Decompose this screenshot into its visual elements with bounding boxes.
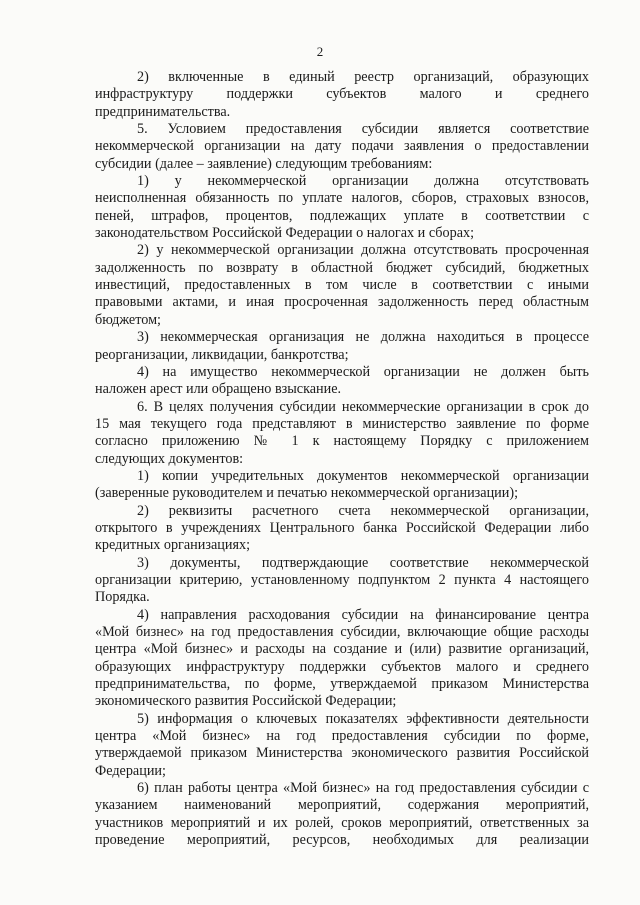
text-line: 1) у некоммерческой организации должна отсутствовать	[137, 173, 589, 190]
text-line: Порядка.	[95, 589, 150, 606]
text-line: 15 мая текущего года представляют в министерство заявление по форме	[95, 415, 589, 432]
text-line: утверждаемой приказом Министерства экономического развития Российской	[95, 745, 589, 762]
text-line: некоммерческой организации на дату подачи заявления о предоставлении	[95, 138, 589, 155]
text-line: 2) реквизиты расчетного счета некоммерческой организации,	[137, 502, 589, 519]
text-line: участников мероприятий и их ролей, сроков мероприятий, ответственных за	[95, 814, 589, 831]
text-line: центра «Мой бизнес» на год предоставления субсидии по форме,	[95, 728, 589, 745]
text-line: инфраструктуру поддержки субъектов малого и среднего	[95, 86, 589, 103]
text-line: предпринимательства.	[95, 103, 231, 120]
text-line: Федерации;	[95, 762, 166, 779]
text-line: 1) копии учредительных документов некоммерческой организации	[137, 467, 589, 484]
text-line: указанием наименований мероприятий, содержания мероприятий,	[95, 797, 589, 814]
text-line: 4) направления расходования субсидии на финансирование центра	[137, 606, 589, 623]
text-line: следующих документов:	[95, 450, 244, 467]
text-line: открытого в учреждениях Центрального банка Российской Федерации либо	[95, 519, 589, 536]
text-line: реорганизации, ликвидации, банкротства;	[95, 346, 349, 363]
text-line: бюджетом;	[95, 311, 161, 328]
document-body	[95, 69, 589, 849]
text-line: 6. В целях получения субсидии некоммерческие организации в срок до	[137, 398, 589, 415]
text-line: инвестиций, предоставленных в том числе в соответствии с иными	[95, 277, 589, 294]
text-line: неисполненная обязанность по уплате налогов, сборов, страховых взносов,	[95, 190, 589, 207]
text-line: наложен арест или обращено взыскание.	[95, 381, 342, 398]
text-line: «Мой бизнес» на год предоставления субсидии, включающие общие расходы	[95, 624, 589, 640]
text-line: (заверенные руководителем и печатью некоммерческой организации);	[95, 485, 519, 502]
text-line: организации критерию, установленному подпунктом 2 пункта 4 настоящего	[95, 571, 589, 588]
text-line: субсидии (далее – заявление) следующим требованиям:	[95, 155, 433, 172]
text-line: пеней, штрафов, процентов, подлежащих уплате в соответствии с	[95, 207, 589, 224]
text-line: центра «Мой бизнес» и расходы на создание и (или) развитие организаций,	[95, 641, 589, 658]
text-line: 4) на имущество некоммерческой организации не должен быть	[137, 363, 589, 380]
text-line: законодательством Российской Федерации о налогах и сборах;	[95, 225, 475, 242]
text-line: 2) включенные в единый реестр организаций, образующих	[137, 69, 589, 85]
page-number: 2	[316, 44, 324, 59]
text-line: кредитных организациях;	[95, 537, 251, 554]
text-line: 2) у некоммерческой организации должна отсутствовать просроченная	[137, 242, 589, 259]
text-line: правовыми актами, и иная просроченная задолженность перед областным	[95, 294, 589, 311]
text-line: 3) документы, подтверждающие соответствие некоммерческой	[137, 554, 589, 571]
text-line: 5. Условием предоставления субсидии является соответствие	[137, 121, 589, 138]
text-line: экономического развития Российской Федерации;	[95, 693, 397, 710]
text-line: 5) информация о ключевых показателях эффективности деятельности	[137, 710, 589, 727]
text-line: образующих инфраструктуру поддержки субъектов малого и среднего	[95, 658, 589, 675]
text-line: проведение мероприятий, ресурсов, необходимых для реализации	[95, 832, 589, 849]
text-line: согласно приложению № 1 к настоящему Порядку с приложением	[95, 433, 589, 450]
text-line: 6) план работы центра «Мой бизнес» на год предоставления субсидии с	[137, 780, 589, 797]
text-line: предпринимательства, по форме, утверждаемой приказом Министерства	[95, 676, 589, 693]
text-line: 3) некоммерческая организация не должна находиться в процессе	[137, 329, 589, 346]
text-line: задолженность по возврату в областной бюджет субсидий, бюджетных	[95, 259, 589, 276]
